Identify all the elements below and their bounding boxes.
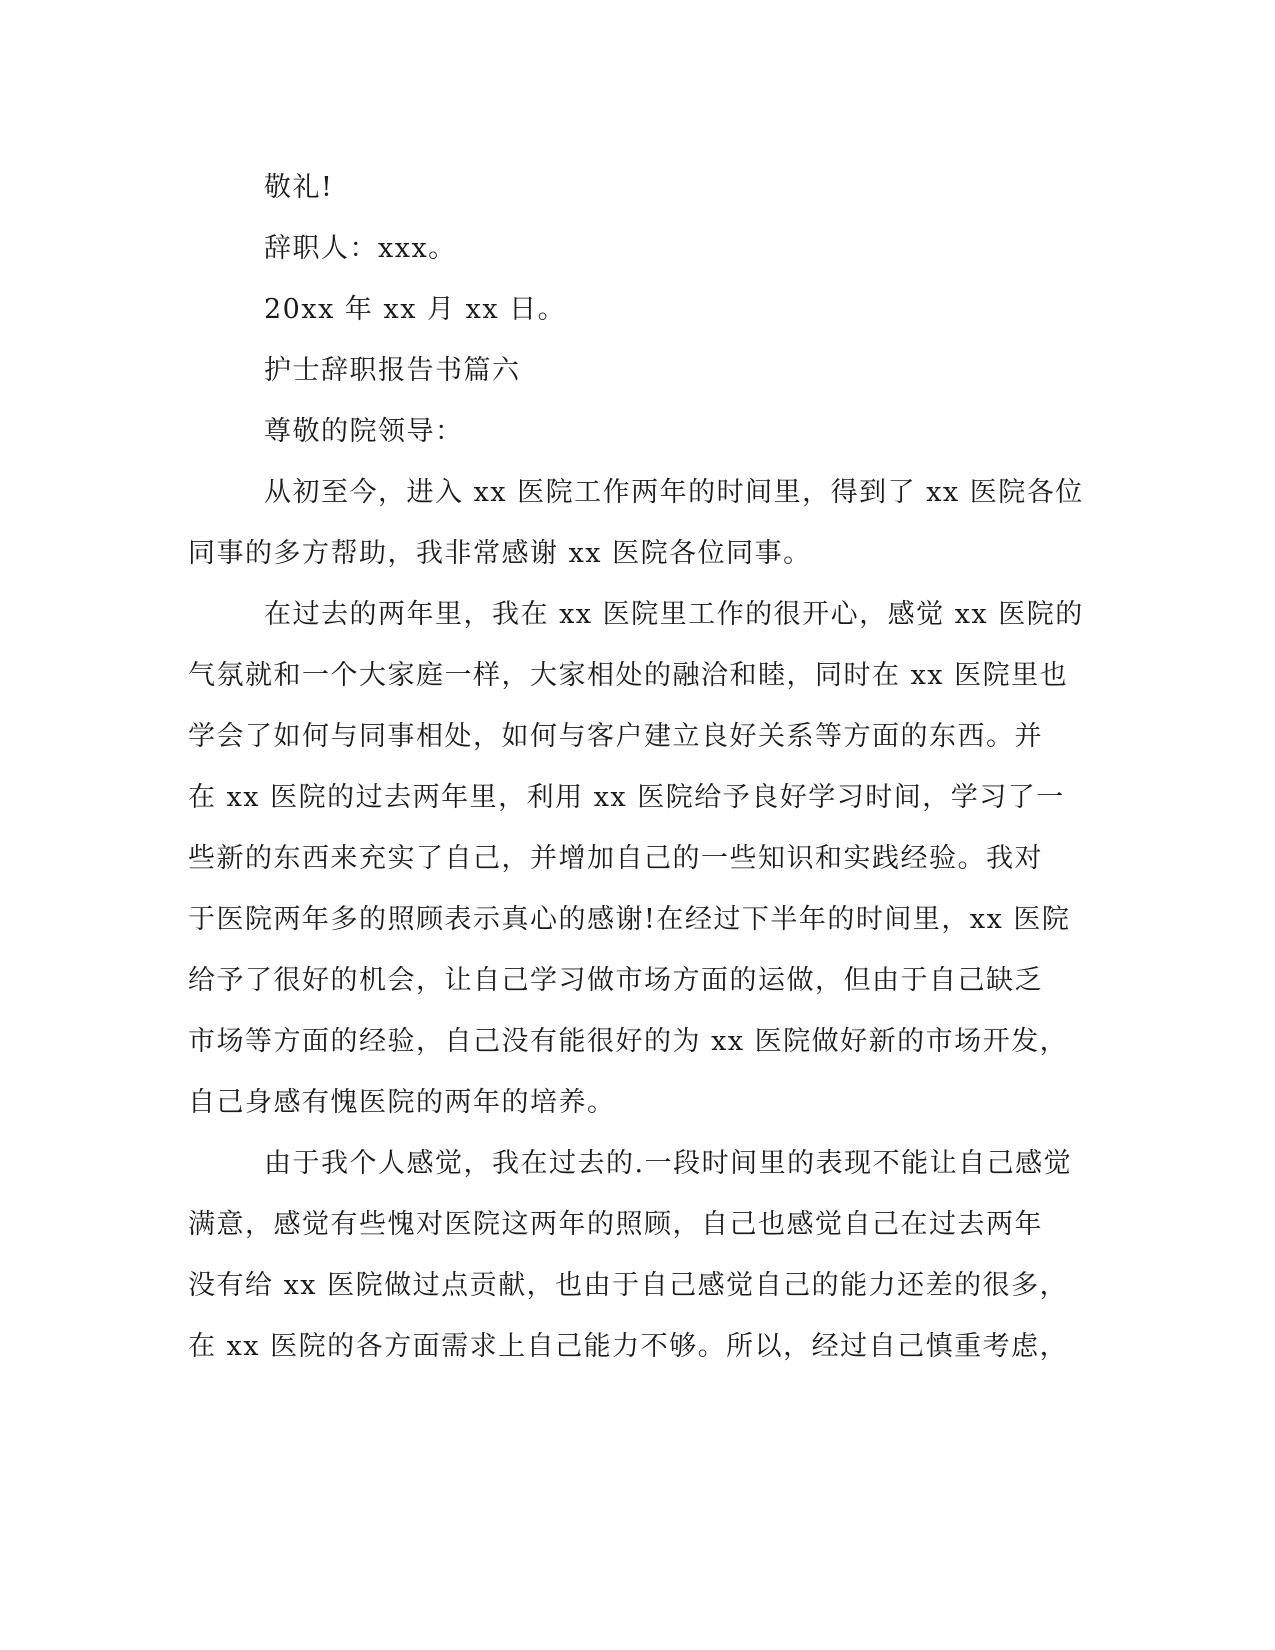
paragraph2-line: 于医院两年多的照顾表示真心的感谢!在经过下半年的时间里，xx 医院 [188, 904, 1071, 935]
paragraph2-line: 学会了如何与同事相处，如何与客户建立良好关系等方面的东西。并 [188, 721, 1043, 752]
paragraph3-line: 由于我个人感觉，我在过去的.一段时间里的表现不能让自己感觉 [264, 1148, 1073, 1179]
signer-line: 辞职人：xxx。 [264, 233, 457, 264]
document-body [188, 157, 1084, 1377]
paragraph2-line: 市场等方面的经验，自己没有能很好的为 xx 医院做好新的市场开发， [188, 1026, 1069, 1057]
paragraph2-line: 在 xx 医院的过去两年里，利用 xx 医院给予良好学习时间，学习了一 [188, 782, 1065, 813]
paragraph2-line: 些新的东西来充实了自己，并增加自己的一些知识和实践经验。我对 [188, 843, 1043, 874]
paragraph2-line: 自己身感有愧医院的两年的培养。 [188, 1087, 616, 1118]
paragraph2-line: 在过去的两年里，我在 xx 医院里工作的很开心，感觉 xx 医院的 [264, 599, 1084, 630]
paragraph3-line: 没有给 xx 医院做过点贡献，也由于自己感觉自己的能力还差的很多， [188, 1270, 1069, 1301]
salutation-line: 尊敬的院领导： [264, 416, 464, 447]
paragraph3-line: 在 xx 医院的各方面需求上自己能力不够。所以，经过自己慎重考虑， [188, 1331, 1069, 1362]
section-title: 护士辞职报告书篇六 [264, 355, 521, 386]
paragraph3-line: 满意，感觉有些愧对医院这两年的照顾，自己也感觉自己在过去两年 [188, 1209, 1043, 1240]
paragraph2-line: 给予了很好的机会，让自己学习做市场方面的运做，但由于自己缺乏 [188, 965, 1043, 996]
paragraph1-line: 同事的多方帮助，我非常感谢 xx 医院各位同事。 [188, 538, 812, 569]
paragraph2-line: 气氛就和一个大家庭一样，大家相处的融洽和睦，同时在 xx 医院里也 [188, 660, 1069, 691]
paragraph1-line: 从初至今，进入 xx 医院工作两年的时间里，得到了 xx 医院各位 [264, 477, 1084, 508]
date-line: 20xx 年 xx 月 xx 日。 [264, 294, 567, 325]
closing-line: 敬礼! [264, 172, 334, 203]
